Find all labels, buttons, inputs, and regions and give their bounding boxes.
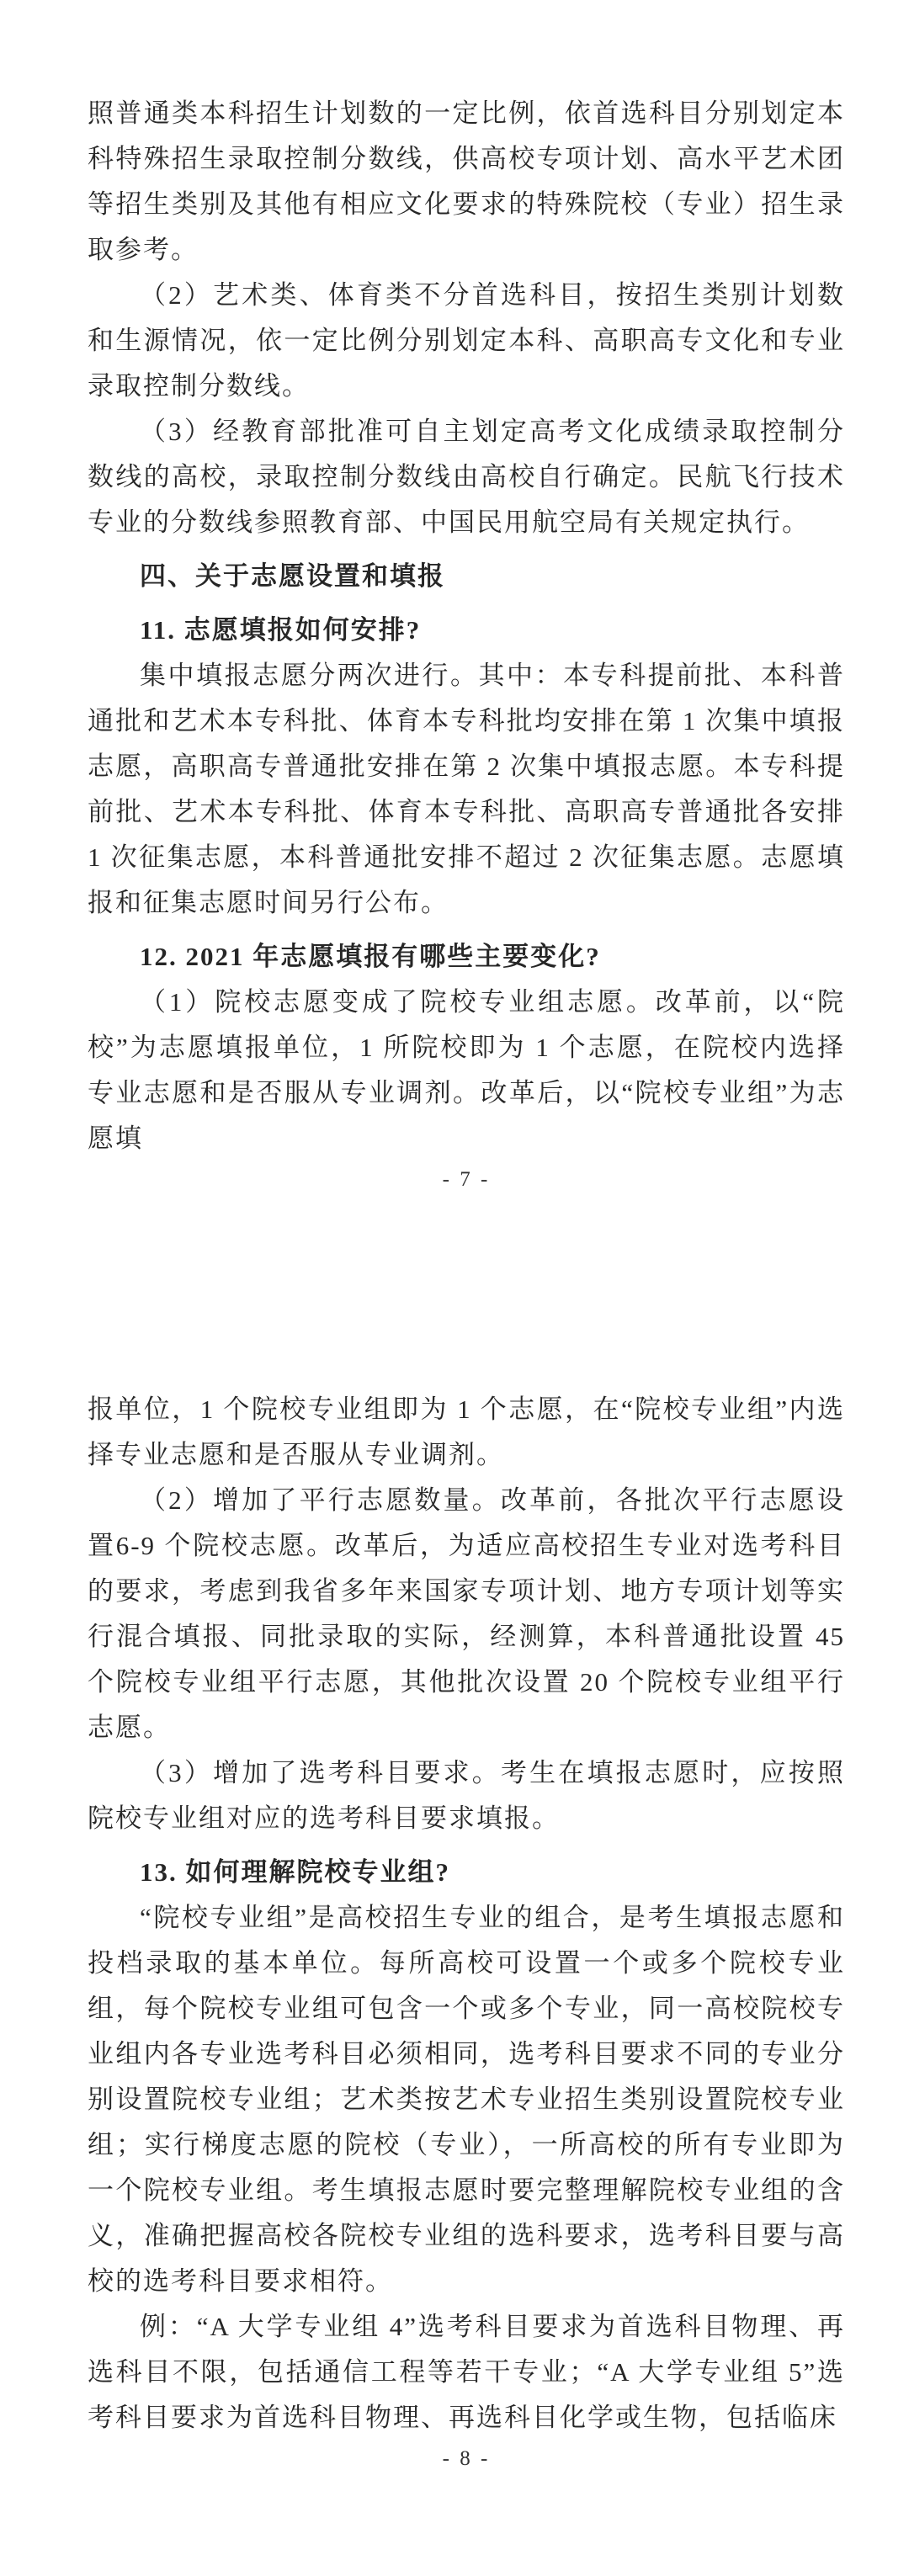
paragraph: （1）院校志愿变成了院校专业组志愿。改革前，以“院校”为志愿填报单位，1 所院校即为 1 个志愿，在院校内选择专业志愿和是否服从专业调剂。改革后，以“院校专业组”为志愿填 <box>88 987 845 1153</box>
section-heading: 11. 志愿填报如何安排? <box>140 615 422 645</box>
paragraph: （3）经教育部批准可自主划定高考文化成绩录取控制分数线的高校，录取控制分数线由高校自行确定。民航飞行技术专业的分数线参照教育部、中国民用航空局有关规定执行。 <box>88 417 845 537</box>
section-heading: 12. 2021 年志愿填报有哪些主要变化? <box>140 942 601 971</box>
paragraph: 例：“A 大学专业组 4”选考科目要求为首选科目物理、再选科目不限，包括通信工程等若干专业；“A 大学专业组 5”选考科目要求为首选科目物理、再选科目化学或生物，包括临床 <box>88 2312 845 2432</box>
section-heading: 13. 如何理解院校专业组? <box>140 1857 450 1887</box>
paragraph: 照普通类本科招生计划数的一定比例，依首选科目分别划定本科特殊招生录取控制分数线，供高校专项计划、高水平艺术团等招生类别及其他有相应文化要求的特殊院校（专业）招生录取参考。 <box>88 98 845 264</box>
document-page-8 <box>0 1288 909 2576</box>
paragraph: 集中填报志愿分两次进行。其中：本专科提前批、本科普通批和艺术本专科批、体育本专科批均安排在第 1 次集中填报志愿，高职高专普通批安排在第 2 次集中填报志愿。本专科提前批、艺术本专科批、体育本专科批、高职高专普通批各安排 1 次征集志愿，本科普通批安排不超过 2 次征集志愿。志愿填报和征集志愿时间另行公布。 <box>88 661 845 917</box>
section-heading: 四、关于志愿设置和填报 <box>140 561 445 591</box>
page-8-content <box>88 1387 845 2441</box>
paragraph: （3）增加了选考科目要求。考生在填报志愿时，应按照院校专业组对应的选考科目要求填报。 <box>88 1758 845 1833</box>
paragraph: （2）增加了平行志愿数量。改革前，各批次平行志愿设置6-9 个院校志愿。改革后，为适应高校招生专业对选考科目的要求，考虑到我省多年来国家专项计划、地方专项计划等实行混合填报、同批录取的实际，经测算，本科普通批设置 45 个院校专业组平行志愿，其他批次设置 20 个院校专业组平行志愿。 <box>88 1485 845 1742</box>
page-number-7: - 7 - <box>442 1168 491 1191</box>
page-number-8: - 8 - <box>442 2447 491 2470</box>
paragraph: 报单位，1 个院校专业组即为 1 个志愿，在“院校专业组”内选择专业志愿和是否服从专业调剂。 <box>88 1394 845 1469</box>
paragraph: “院校专业组”是高校招生专业的组合，是考生填报志愿和投档录取的基本单位。每所高校可设置一个或多个院校专业组，每个院校专业组可包含一个或多个专业，同一高校院校专业组内各专业选考科目必须相同，选考科目要求不同的专业分别设置院校专业组；艺术类按艺术专业招生类别设置院校专业组；实行梯度志愿的院校（专业），一所高校的所有专业即为一个院校专业组。考生填报志愿时要完整理解院校专业组的含义，准确把握高校各院校专业组的选科要求，选考科目要与高校的选考科目要求相符。 <box>88 1903 845 2296</box>
page-7-content <box>88 91 845 1161</box>
paragraph: （2）艺术类、体育类不分首选科目，按招生类别计划数和生源情况，依一定比例分别划定本科、高职高专文化和专业录取控制分数线。 <box>88 280 845 401</box>
